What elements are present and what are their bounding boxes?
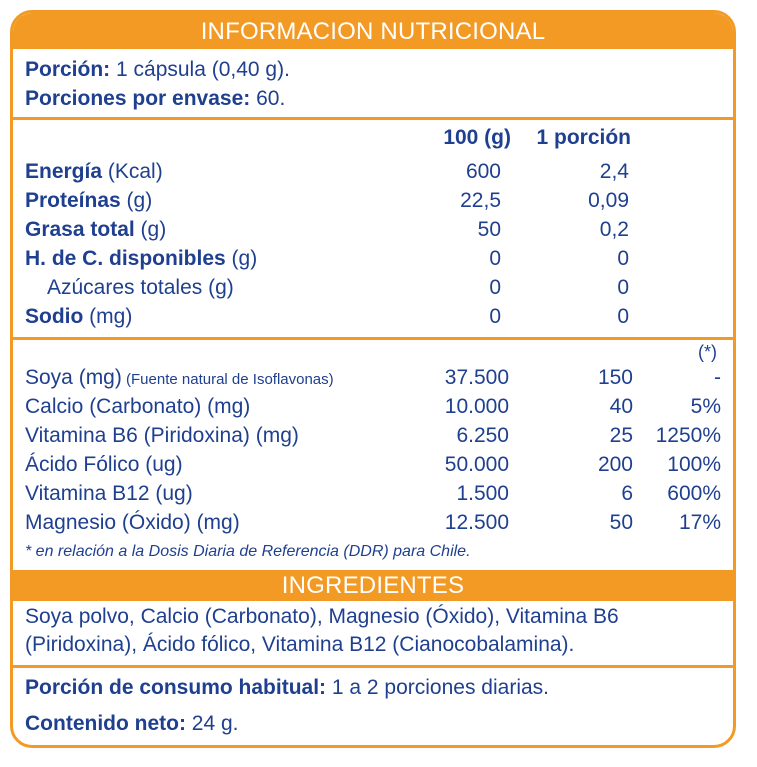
divider: [13, 117, 733, 120]
micro-row-ddr: 600%: [667, 482, 721, 505]
divider: [13, 337, 733, 340]
ddr-footnote: * en relación a la Dosis Diaria de Referencia (DDR) para Chile.: [25, 543, 471, 560]
macro-row-100g: 0: [489, 247, 501, 270]
macro-row-name: Energía (Kcal): [25, 160, 163, 183]
servings-per-pack-label: Porciones por envase:: [25, 87, 251, 110]
micro-row-100g: 6.250: [456, 424, 509, 447]
micro-row-portion: 6: [621, 482, 633, 505]
usage-value: 1 a 2 porciones diarias.: [326, 676, 549, 699]
macro-row-portion: 0: [617, 276, 629, 299]
macro-row-100g: 22,5: [460, 189, 501, 212]
micro-row-ddr: -: [714, 366, 721, 389]
micro-row-portion: 200: [597, 453, 633, 476]
nutrition-title: INFORMACION NUTRICIONAL: [13, 13, 733, 49]
macro-row-100g: 0: [489, 305, 501, 328]
servings-per-pack-value: 60.: [250, 87, 286, 110]
micro-row-name: Vitamina B6 (Piridoxina) (mg): [25, 424, 299, 447]
micro-row-100g: 50.000: [444, 453, 509, 476]
nutrition-label: [10, 10, 736, 748]
ingredients-line: Soya polvo, Calcio (Carbonato), Magnesio (Óxido), Vitamina B6: [25, 605, 619, 628]
divider: [13, 665, 733, 668]
micro-row-name: Vitamina B12 (ug): [25, 482, 193, 505]
macro-row-100g: 50: [477, 218, 501, 241]
micro-row-name: Magnesio (Óxido) (mg): [25, 511, 240, 534]
portion-line: [25, 57, 290, 83]
micro-row-100g: 1.500: [456, 482, 509, 505]
macro-row-100g: 600: [465, 160, 501, 183]
ingredients-line: (Piridoxina), Ácido fólico, Vitamina B12 (Cianocobalamina).: [25, 633, 575, 656]
net-content-label: Contenido neto:: [25, 712, 186, 735]
portion-label: Porción:: [25, 58, 111, 81]
micro-row-100g: 12.500: [444, 511, 509, 534]
micro-row-name: Soya (mg) (Fuente natural de Isoflavonas): [25, 366, 334, 389]
macro-row-portion: 0: [617, 247, 629, 270]
macro-row-name: Proteínas (g): [25, 189, 153, 212]
micro-row-portion: 50: [609, 511, 633, 534]
micro-row-ddr: 100%: [667, 453, 721, 476]
macro-row-portion: 0: [617, 305, 629, 328]
net-content-line: [25, 711, 239, 737]
macro-row-portion: 0,09: [588, 189, 629, 212]
net-content-value: 24 g.: [185, 712, 239, 735]
micro-row-100g: 10.000: [444, 395, 509, 418]
macro-row-name: Sodio (mg): [25, 305, 133, 328]
ddr-header: (*): [698, 342, 717, 362]
micro-row-ddr: 5%: [690, 395, 721, 418]
micro-row-portion: 40: [609, 395, 633, 418]
macro-row-portion: 2,4: [599, 160, 629, 183]
macro-row-100g: 0: [489, 276, 501, 299]
micro-row-100g: 37.500: [444, 366, 509, 389]
col-header-portion: 1 porción: [536, 126, 631, 149]
micro-row-portion: 25: [609, 424, 633, 447]
macro-row-portion: 0,2: [599, 218, 629, 241]
servings-per-pack-line: [25, 86, 285, 112]
micro-row-portion: 150: [597, 366, 633, 389]
macro-row-name: Grasa total (g): [25, 218, 167, 241]
macro-row-name: H. de C. disponibles (g): [25, 247, 258, 270]
macro-row-name: Azúcares totales (g): [47, 276, 234, 299]
portion-value: 1 cápsula (0,40 g).: [110, 58, 290, 81]
ingredients-title: INGREDIENTES: [13, 570, 733, 601]
micro-row-ddr: 1250%: [655, 424, 721, 447]
usage-label: Porción de consumo habitual:: [25, 676, 327, 699]
micro-row-ddr: 17%: [678, 511, 721, 534]
micro-row-name: Calcio (Carbonato) (mg): [25, 395, 251, 418]
usage-line: [25, 675, 549, 701]
col-header-100g: 100 (g): [443, 126, 511, 149]
micro-row-name: Ácido Fólico (ug): [25, 453, 183, 476]
